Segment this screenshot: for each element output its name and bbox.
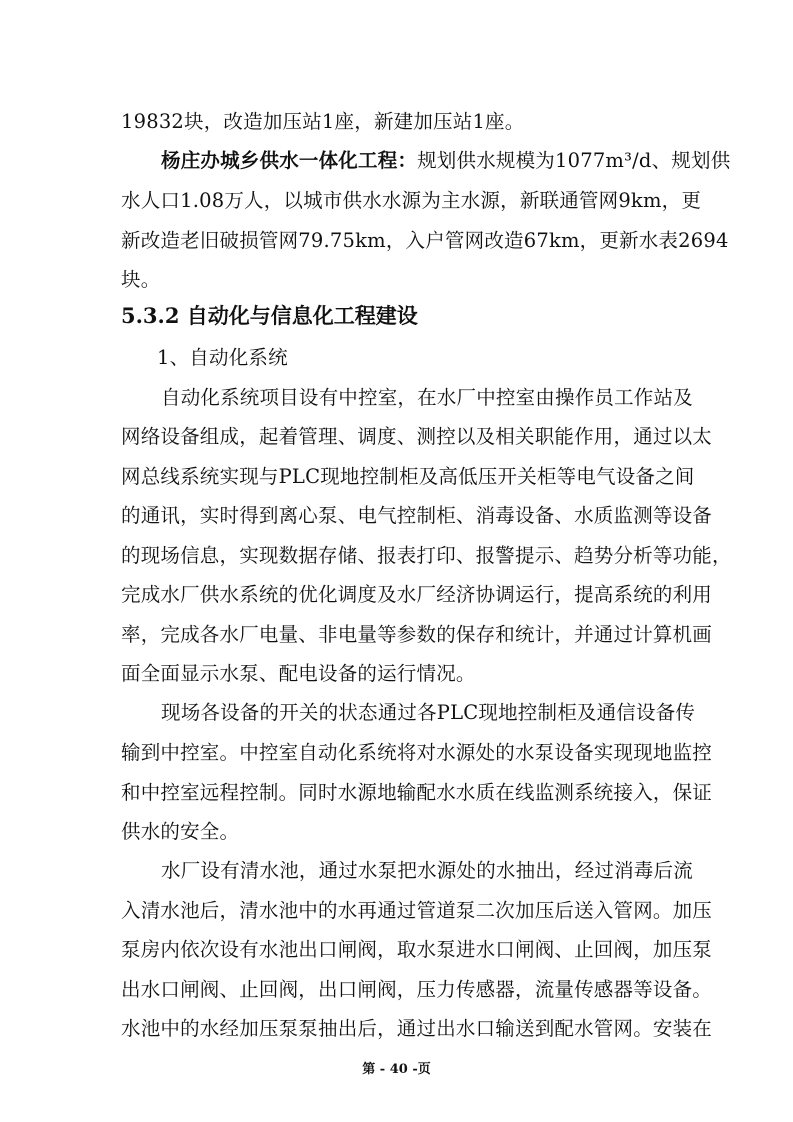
para1-line: 完成水厂供水系统的优化调度及水厂经济协调运行，提高系统的利用 — [121, 583, 713, 606]
page-number: 第 - 40 -页 — [362, 1062, 431, 1077]
para3-line: 出水口闸阀、止回阀，出口闸阀，压力传感器，流量传感器等设备。 — [121, 978, 713, 1001]
para1-line: 率，完成各水厂电量、非电量等参数的保存和统计，并通过计算机画 — [121, 623, 713, 646]
para1-line: 网总线系统实现与PLC现地控制柜及高低压开关柜等电气设备之间 — [121, 465, 695, 488]
paragraph-tail: 19832块，改造加压站1座，新建加压站1座。 — [121, 110, 525, 133]
project-line-4: 块。 — [121, 268, 161, 291]
para2-line: 现场各设备的开关的状态通过各PLC现地控制柜及通信设备传 — [161, 701, 696, 724]
para2-line: 和中控室远程控制。同时水源地输配水水质在线监测系统接入，保证 — [121, 781, 713, 804]
project-line-3: 新改造老旧破损管网79.75km，入户管网改造67km，更新水表2694 — [121, 229, 729, 252]
project-line-2: 水人口1.08万人，以城市供水水源为主水源，新联通管网9km，更 — [121, 189, 702, 212]
para1-line: 网络设备组成，起着管理、调度、测控以及相关职能作用，通过以太 — [121, 425, 713, 448]
para3-line: 水池中的水经加压泵泵抽出后，通过出水口输送到配水管网。安装在 — [121, 1017, 713, 1040]
section-heading: 5.3.2 自动化与信息化工程建设 — [121, 303, 418, 328]
para3-line: 入清水池后，清水池中的水再通过管道泵二次加压后送入管网。加压 — [121, 899, 713, 922]
para3-line: 水厂设有清水池，通过水泵把水源处的水抽出，经过消毒后流 — [161, 859, 693, 882]
para1-line: 的通讯，实时得到离心泵、电气控制柜、消毒设备、水质监测等设备 — [121, 504, 713, 527]
project-line-1-text: 规划供水规模为1077m³/d、规划供 — [417, 149, 731, 172]
sub-item-heading: 1、自动化系统 — [157, 346, 288, 369]
para2-line: 供水的安全。 — [121, 820, 240, 843]
para1-line: 的现场信息，实现数据存储、报表打印、报警提示、趋势分析等功能， — [121, 544, 732, 567]
para3-line: 泵房内依次设有水池出口闸阀，取水泵进水口闸阀、止回阀，加压泵 — [121, 938, 713, 961]
project-line-1 — [161, 149, 731, 173]
project-title: 杨庄办城乡供水一体化工程： — [161, 149, 418, 172]
para1-line: 面全面显示水泵、配电设备的运行情况。 — [121, 662, 476, 685]
para1-line: 自动化系统项目设有中控室，在水厂中控室由操作员工作站及 — [161, 386, 693, 409]
para2-line: 输到中控室。中控室自动化系统将对水源处的水泵设备实现现地监控 — [121, 741, 713, 764]
